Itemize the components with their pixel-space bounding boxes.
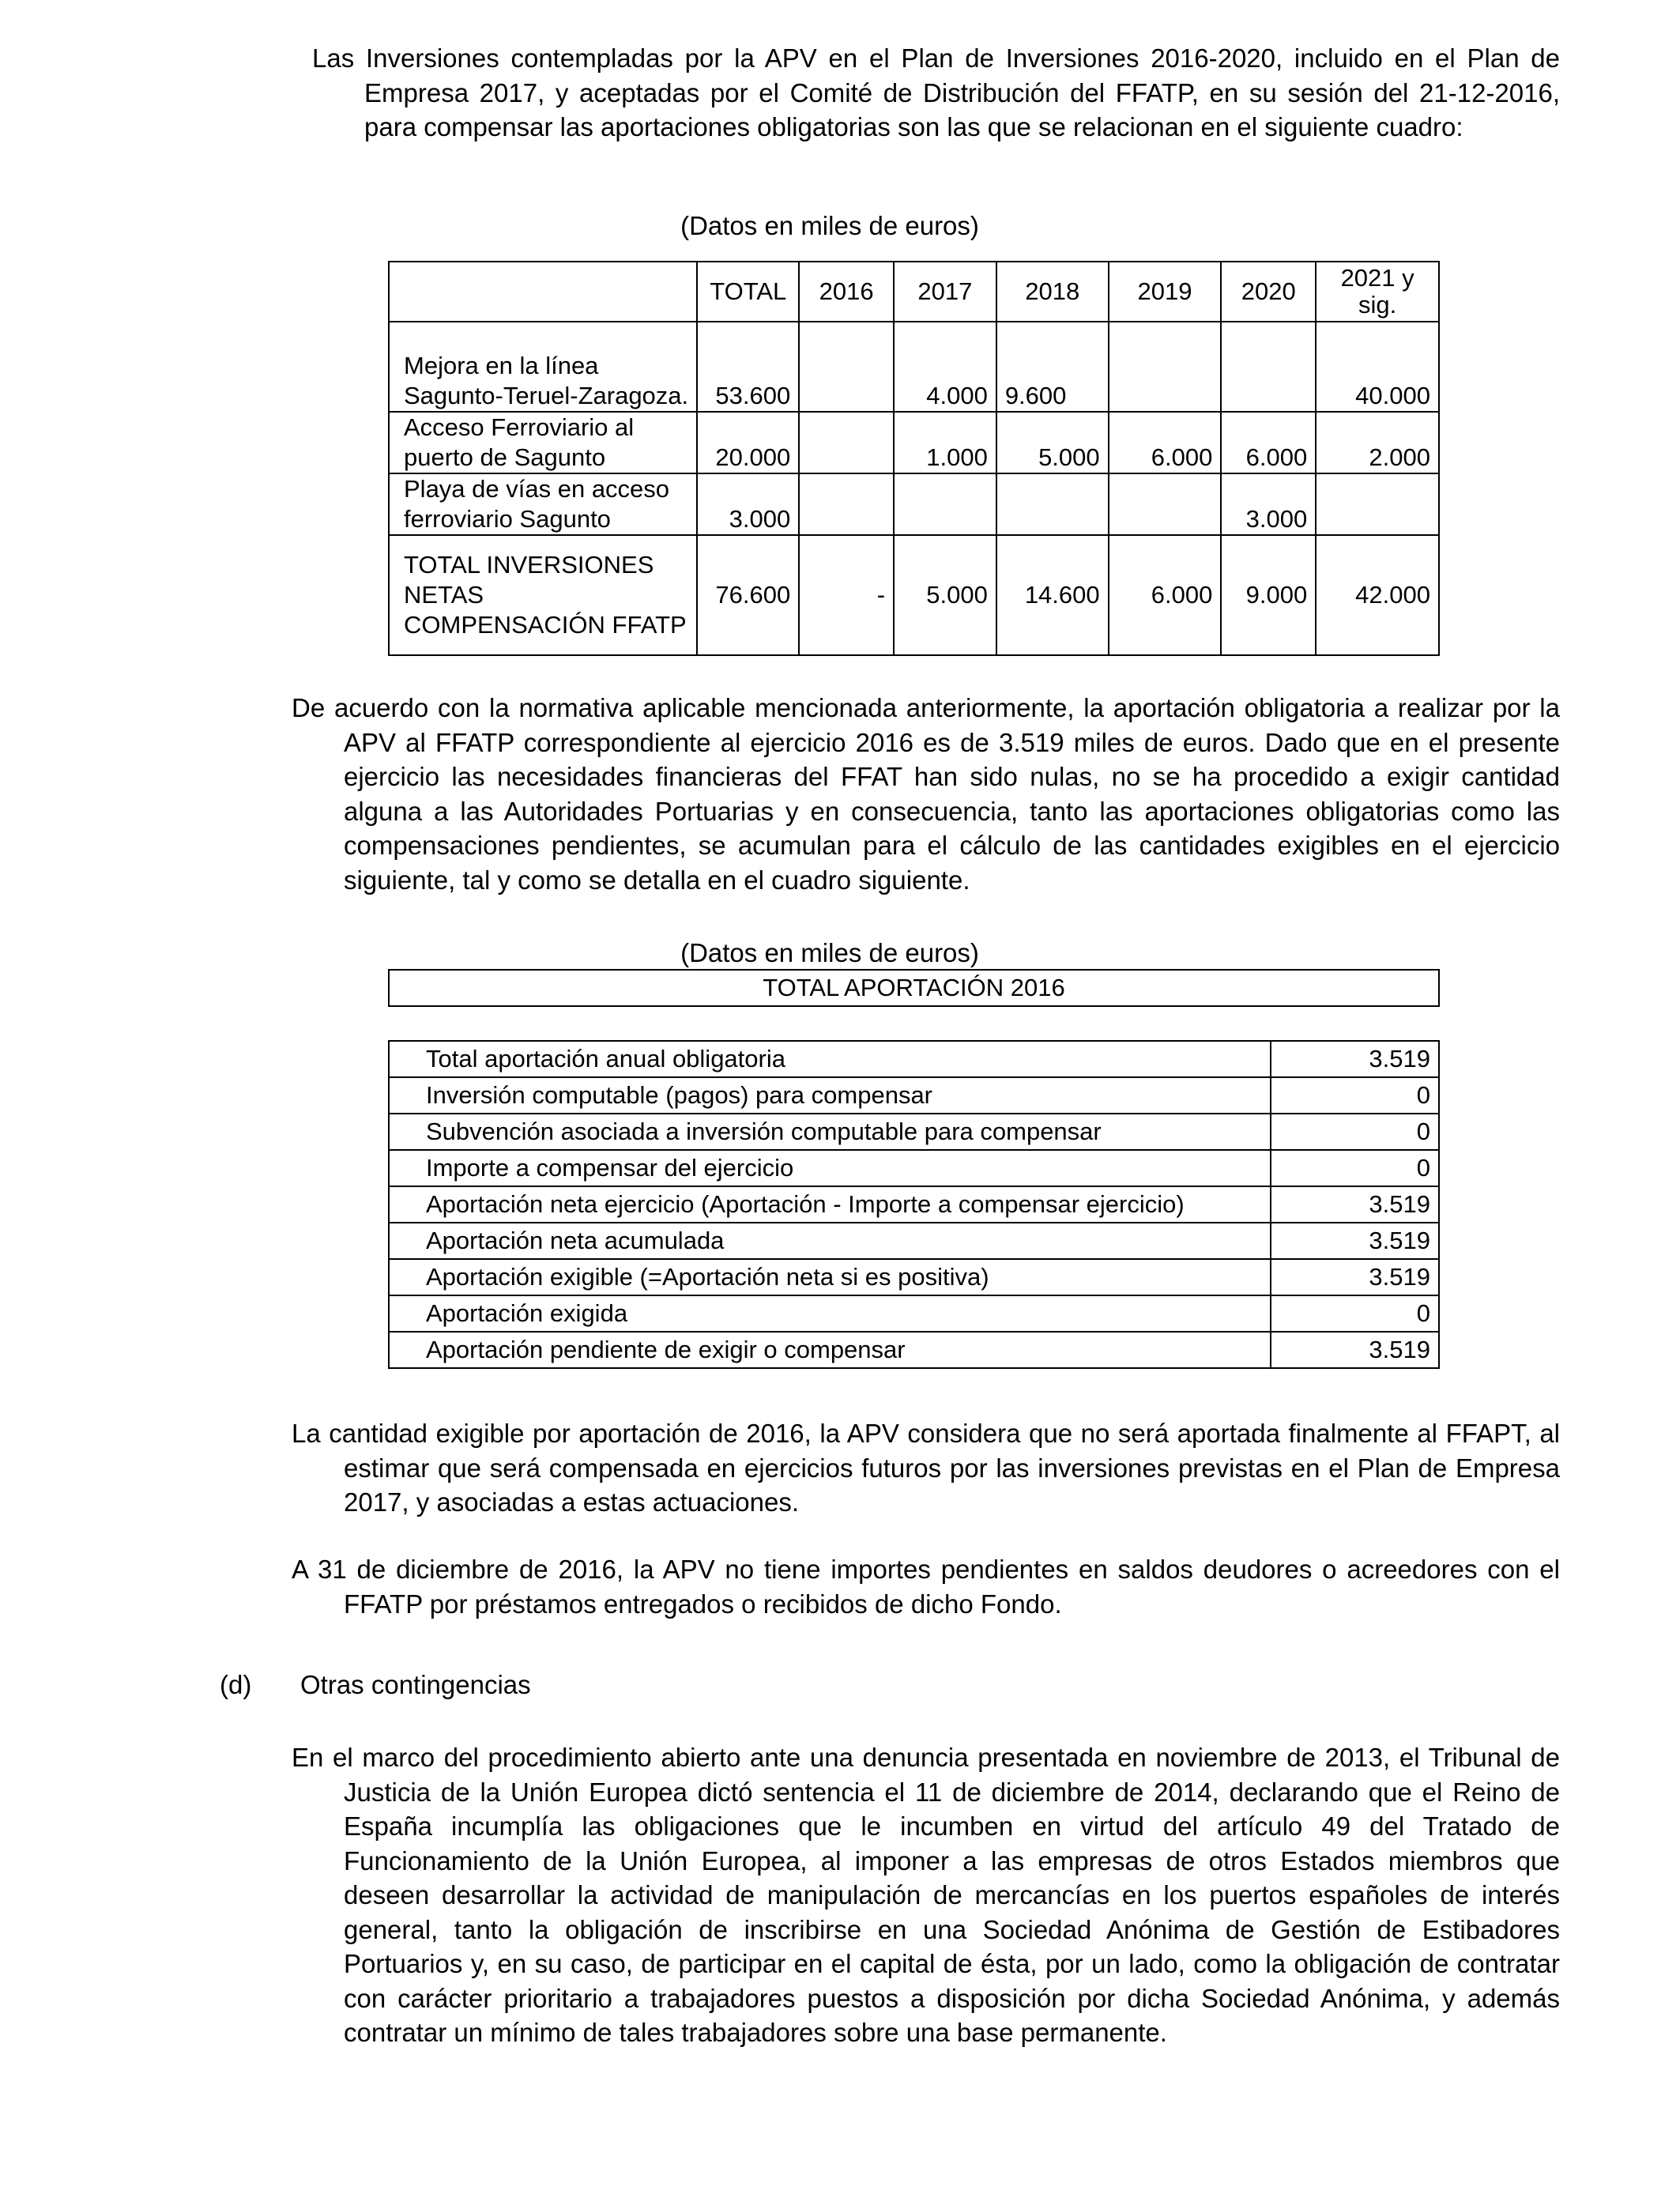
cell-2021-sig: 40.000 [1316, 322, 1439, 412]
header-cell-concepto [389, 262, 697, 322]
cell-2017: 5.000 [894, 535, 996, 655]
paragraph-saldos-ffatp: A 31 de diciembre de 2016, la APV no tiene importes pendientes en saldos deudores o acreedores con el FFATP por préstamos entregados o recibidos de dicho Fondo. [292, 1555, 1560, 1619]
cell-2016 [799, 473, 894, 535]
cell-total: 76.600 [697, 535, 799, 655]
header-cell-2017: 2017 [894, 262, 996, 322]
row-label: Importe a compensar del ejercicio [389, 1150, 1271, 1186]
table-row [389, 1041, 1439, 1077]
inversiones-table [388, 261, 1440, 656]
row-label: Aportación neta acumulada [389, 1223, 1271, 1259]
cell-total: 20.000 [697, 412, 799, 473]
total-aportacion-banner: TOTAL APORTACIÓN 2016 [388, 969, 1440, 1007]
cell-2020 [1221, 322, 1316, 412]
table-row [389, 1150, 1439, 1186]
section-marker: (d) [220, 1670, 252, 1699]
row-label: Subvención asociada a inversión computable para compensar [389, 1114, 1271, 1150]
cell-2019 [1109, 473, 1222, 535]
row-value: 3.519 [1271, 1259, 1439, 1295]
table-caption-inversiones: (Datos en miles de euros) [680, 211, 979, 240]
paragraph-aportacion-obligatoria: De acuerdo con la normativa aplicable mencionada anteriormente, la aportación obligatoria a realizar por la APV al FFATP correspondiente al ejercicio 2016 es de 3.519 miles de euros. Dado que en el presente ejercicio las necesidades financieras del FFAT han sido nulas, no se ha procedido a exigir cantidad alguna a las Autoridades Portuarias y en consecuencia, tanto las aportaciones obligatorias como las compensaciones pendientes, se acumulan para el cálculo de las cantidades exigibles en el ejercicio siguiente, tal y como se detalla en el cuadro siguiente. [292, 693, 1560, 895]
row-value: 0 [1271, 1295, 1439, 1332]
cell-2018: 14.600 [996, 535, 1109, 655]
row-value: 0 [1271, 1077, 1439, 1114]
paragraph-otras-contingencias: En el marco del procedimiento abierto ante una denuncia presentada en noviembre de 2013, el Tribunal de Justicia de la Unión Europea dictó sentencia el 11 de diciembre de 2014, declarando que el Reino de España incumplía las obligaciones que le incumben en virtud del artículo 49 del Tratado de Funcionamiento de la Unión Europea, al imponer a las empresas de otros Estados miembros que deseen desarrollar la actividad de manipulación de mercancías en los puertos españoles de interés general, tanto la obligación de inscribirse en una Sociedad Anónima de Gestión de Estibadores Portuarios y, en su caso, de participar en el capital de ésta, por un lado, como la obligación de contratar con carácter prioritario a trabajadores puestos a disposición por dicha Sociedad Anónima, y además contratar un mínimo de tales trabajadores sobre una base permanente. [292, 1743, 1560, 2047]
paragraph-inversiones-intro: Las Inversiones contempladas por la APV en el Plan de Inversiones 2016-2020, incluido en el Plan de Empresa 2017, y aceptadas por el Comité de Distribución del FFATP, en su sesión del 21-12-2016, para compensar las aportaciones obligatorias son las que se relacionan en el siguiente cuadro: [312, 43, 1560, 141]
cell-2018 [996, 473, 1109, 535]
cell-2016 [799, 322, 894, 412]
table-row [389, 1186, 1439, 1223]
table-row-total [389, 535, 1439, 655]
header-cell-total: TOTAL [697, 262, 799, 322]
cell-2020: 3.000 [1221, 473, 1316, 535]
cell-2019: 6.000 [1109, 412, 1222, 473]
header-cell-2020: 2020 [1221, 262, 1316, 322]
cell-2020: 9.000 [1221, 535, 1316, 655]
aportacion-table [388, 1040, 1440, 1369]
table-row [389, 412, 1439, 473]
row-label: Total aportación anual obligatoria [389, 1041, 1271, 1077]
cell-2017 [894, 473, 996, 535]
header-cell-2016: 2016 [799, 262, 894, 322]
table-row [389, 322, 1439, 412]
header-cell-2021-sig: 2021 y sig. [1316, 262, 1439, 322]
cell-2017: 4.000 [894, 322, 996, 412]
row-label: TOTAL INVERSIONES NETAS COMPENSACIÓN FFATP [389, 535, 697, 655]
cell-2018: 5.000 [996, 412, 1109, 473]
row-label: Playa de vías en acceso ferroviario Sagunto [389, 473, 697, 535]
row-value: 3.519 [1271, 1223, 1439, 1259]
cell-2016 [799, 412, 894, 473]
row-value: 0 [1271, 1150, 1439, 1186]
table-row [389, 473, 1439, 535]
table-row [389, 1332, 1439, 1368]
row-value: 3.519 [1271, 1332, 1439, 1368]
row-value: 3.519 [1271, 1186, 1439, 1223]
row-label: Aportación exigible (=Aportación neta si es positiva) [389, 1259, 1271, 1295]
row-label: Acceso Ferroviario al puerto de Sagunto [389, 412, 697, 473]
cell-2021-sig: 2.000 [1316, 412, 1439, 473]
inversiones-header-row [389, 262, 1439, 322]
table-row [389, 1223, 1439, 1259]
table-row [389, 1077, 1439, 1114]
table-row [389, 1295, 1439, 1332]
cell-2017: 1.000 [894, 412, 996, 473]
row-label: Inversión computable (pagos) para compensar [389, 1077, 1271, 1114]
cell-total: 53.600 [697, 322, 799, 412]
table-caption-aportacion: (Datos en miles de euros) [680, 938, 979, 967]
row-label: Aportación pendiente de exigir o compensar [389, 1332, 1271, 1368]
cell-total: 3.000 [697, 473, 799, 535]
table-row [389, 1114, 1439, 1150]
row-label: Aportación neta ejercicio (Aportación - Importe a compensar ejercicio) [389, 1186, 1271, 1223]
cell-2020: 6.000 [1221, 412, 1316, 473]
row-value: 0 [1271, 1114, 1439, 1150]
row-label: Mejora en la línea Sagunto-Teruel-Zaragoza. [389, 322, 697, 412]
cell-2019 [1109, 322, 1222, 412]
paragraph-cantidad-exigible: La cantidad exigible por aportación de 2016, la APV considera que no será aportada finalmente al FFAPT, al estimar que será compensada en ejercicios futuros por las inversiones previstas en el Plan de Empresa 2017, y asociadas a estas actuaciones. [292, 1419, 1560, 1517]
cell-2019: 6.000 [1109, 535, 1222, 655]
cell-2021-sig [1316, 473, 1439, 535]
row-value: 3.519 [1271, 1041, 1439, 1077]
row-label: Aportación exigida [389, 1295, 1271, 1332]
header-cell-2019: 2019 [1109, 262, 1222, 322]
table-row [389, 1259, 1439, 1295]
section-title: Otras contingencias [300, 1670, 531, 1699]
cell-2021-sig: 42.000 [1316, 535, 1439, 655]
cell-2018: 9.600 [996, 322, 1109, 412]
cell-2016: - [799, 535, 894, 655]
header-cell-2018: 2018 [996, 262, 1109, 322]
